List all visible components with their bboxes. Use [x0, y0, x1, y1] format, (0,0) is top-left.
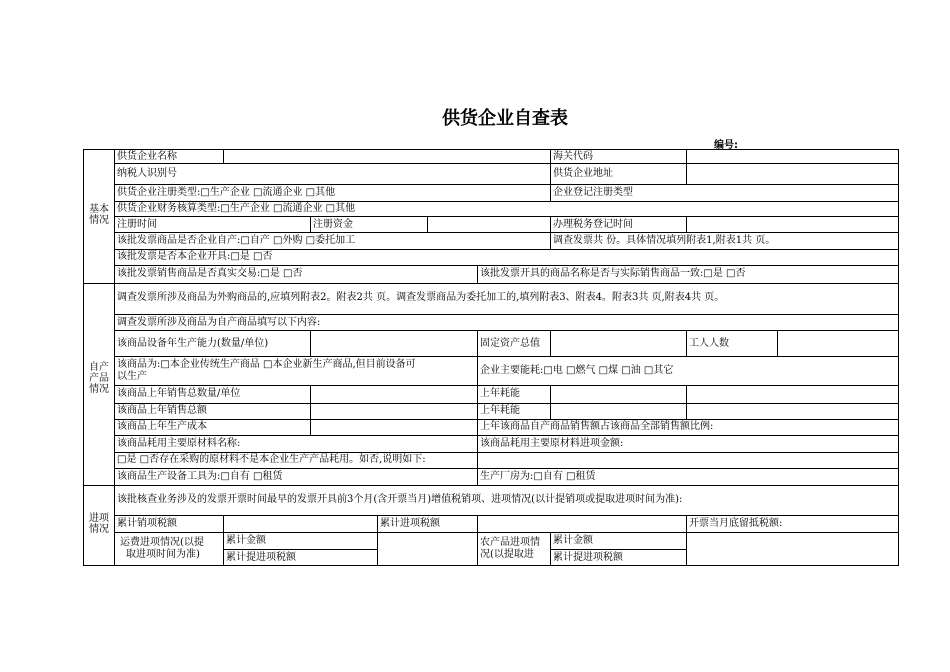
- fixed-assets-label: 固定资产总值: [480, 338, 540, 349]
- agri-cumulative-tax-label: 累计提进项税额: [553, 552, 623, 563]
- last-year-energy-label-2: 上年耗能: [480, 405, 520, 416]
- freight-input-label-cont: 取进项时间为准): [126, 549, 200, 560]
- doc-number-label: 编号:: [714, 140, 738, 151]
- freight-input-label: 运费进项情况(以提: [120, 537, 204, 548]
- page-title: 供货企业自查表: [442, 108, 568, 129]
- cumulative-output-tax-label: 累计销项税额: [117, 518, 177, 529]
- customs-code-label: 海关代码: [553, 151, 593, 162]
- product-type-field[interactable]: 该商品为:□本企业传统生产商品 □本企业新生产商品,但目前设备可: [117, 359, 416, 370]
- financial-type-field[interactable]: 供货企业财务核算类型:□生产企业 □流通企业 □其他: [117, 203, 356, 214]
- last-year-energy-label-1: 上年耗能: [480, 388, 520, 399]
- last-year-cost-label: 该商品上年生产成本: [117, 421, 207, 432]
- freight-cumulative-tax-label: 累计提进项税额: [226, 552, 296, 563]
- equipment-ownership-field[interactable]: 该商品生产设备工具为:□自有 □租赁: [117, 471, 283, 482]
- supplier-name-label: 供货企业名称: [117, 151, 177, 162]
- product-type-field-cont: 以生产: [117, 371, 147, 382]
- retained-tax-label: 开票当月底留抵税额:: [689, 518, 783, 529]
- registered-capital-label: 注册资金: [313, 219, 353, 230]
- self-produced-field[interactable]: 该批发票商品是否企业自产:□自产 □外购 □委托加工: [117, 235, 356, 246]
- energy-consumption-field[interactable]: 企业主要能耗:□电 □燃气 □煤 □油 □其它: [480, 365, 674, 376]
- production-instructions: 调查发票所涉及商品为外购商品的,应填列附表2。附表2共 页。调查发票商品为委托加工的,填列附表3、附表4。附表3共 页,附表4共 页。: [117, 292, 725, 303]
- annual-capacity-label: 该商品设备年生产能力(数量/单位): [117, 338, 269, 349]
- agri-cumulative-amount-label: 累计金额: [553, 535, 593, 546]
- self-produced-note: 调查发票所涉及商品为自产商品填写以下内容:: [117, 317, 321, 328]
- agri-input-label-cont: 况(以提取进: [480, 549, 534, 560]
- agri-input-label: 农产品进项情: [480, 537, 540, 548]
- real-trade-field[interactable]: 该批发票销售商品是否真实交易:□是 □否: [117, 268, 303, 279]
- workers-label: 工人人数: [689, 338, 729, 349]
- input-tax-intro: 该批核查业务涉及的发票开票时间最早的发票开具前3个月(含开票当月)增值税销项、进项情况(以计提销项或提取进项时间为准):: [117, 494, 683, 505]
- last-year-quantity-label: 该商品上年销售总数量/单位: [117, 388, 241, 399]
- invoice-count-field: 调查发票共 份。具体情况填列附表1,附表1共 页。: [553, 235, 776, 246]
- section-label-input-tax: 进项情况: [89, 513, 109, 535]
- registration-type-field[interactable]: 供货企业注册类型:□生产企业 □流通企业 □其他: [117, 187, 336, 198]
- material-usage-field[interactable]: □是 □否存在采购的原材料不是本企业生产产品耗用。如否,说明如下:: [117, 454, 426, 465]
- plant-ownership-field[interactable]: 生产厂房为:□自有 □租赁: [480, 471, 596, 482]
- tax-registration-time-label: 办理税务登记时间: [553, 219, 633, 230]
- self-issued-field[interactable]: 该批发票是否本企业开具:□是 □否: [117, 251, 273, 262]
- enterprise-registration-type-label: 企业登记注册类型: [553, 187, 633, 198]
- taxpayer-id-label: 纳税人识别号: [117, 168, 177, 179]
- section-label-production: 自产产品情况: [89, 362, 109, 395]
- last-year-sales-label: 该商品上年销售总额: [117, 405, 207, 416]
- section-label-basic: 基本情况: [89, 204, 109, 226]
- material-amount-label: 该商品耗用主要原材料进项金额:: [480, 438, 624, 449]
- freight-cumulative-amount-label: 累计金额: [226, 535, 266, 546]
- registration-time-label: 注册时间: [117, 219, 157, 230]
- material-name-label: 该商品耗用主要原材料名称:: [117, 438, 241, 449]
- sales-ratio-label: 上年该商品自产商品销售额占该商品全部销售额比例:: [480, 421, 714, 432]
- name-consistent-field[interactable]: 该批发票开具的商品名称是否与实际销售商品一致:□是 □否: [480, 268, 746, 279]
- cumulative-input-tax-label: 累计进项税额: [380, 518, 440, 529]
- supplier-address-label: 供货企业地址: [553, 168, 613, 179]
